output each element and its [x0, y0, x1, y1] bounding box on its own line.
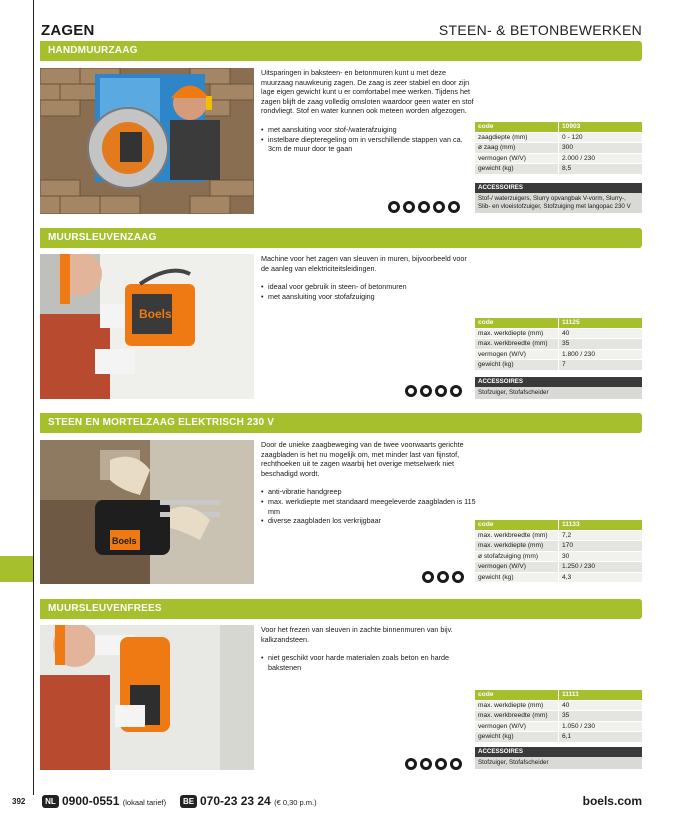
spec-row	[475, 329, 642, 340]
spec-key: max. werkbreedte (mm)	[475, 339, 559, 349]
country-badge-be: BE	[180, 795, 197, 808]
spec-key: max. werkdiepte (mm)	[475, 701, 559, 711]
chapter-tab	[0, 556, 33, 582]
spec-key: gewicht (kg)	[475, 732, 559, 742]
intro-text: Machine voor het zagen van sleuven in muren, bijvoorbeeld voor de aanleg van elektriciteitsleidingen.	[261, 254, 467, 273]
feature-item: • anti-vibratie handgreep	[261, 487, 476, 497]
spec-key: gewicht (kg)	[475, 164, 559, 174]
spec-value: 0 - 120	[559, 133, 642, 143]
spec-key: ø zaag (mm)	[475, 143, 559, 153]
spec-row	[475, 573, 642, 584]
accessories-box	[475, 183, 642, 213]
spec-row	[475, 711, 642, 722]
gloves-icon	[405, 385, 417, 397]
spec-key: vermogen (W/V)	[475, 562, 559, 572]
spec-value: 35	[559, 711, 642, 721]
spec-row	[475, 318, 642, 329]
intro-text: Uitsparingen in baksteen- en betonmuren kunt u met deze muurzaag nauwkeurig zagen. De zaag is zeer stabiel en door zijn lage eigen gewicht kunt u er comfortabel mee werken. Tijdens het zagen blijft de zaag volledig omsloten waardoor geen water en stof rondvliegt. Stof en water kunnen ook meteen worden afgezogen.	[261, 68, 474, 116]
spec-key: zaagdiepte (mm)	[475, 133, 559, 143]
accessories-text: Stofzuiger, Stofafscheider	[475, 387, 642, 399]
spec-row	[475, 701, 642, 712]
spec-row	[475, 360, 642, 371]
spec-row	[475, 164, 642, 175]
feature-list	[261, 282, 476, 301]
spec-key: vermogen (W/V)	[475, 722, 559, 732]
spec-key: vermogen (W/V)	[475, 154, 559, 164]
spec-value: 8,5	[559, 164, 642, 174]
gloves-icon	[388, 201, 400, 213]
feature-list	[261, 125, 476, 154]
product-description	[261, 68, 476, 154]
spec-key: gewicht (kg)	[475, 573, 559, 583]
spec-row	[475, 350, 642, 361]
spec-value: 40	[559, 701, 642, 711]
safety-icons	[405, 758, 462, 770]
spec-row	[475, 520, 642, 531]
phone-nl-number: 0900-0551	[62, 794, 120, 808]
spec-value: 7	[559, 360, 642, 370]
spec-key: max. werkdiepte (mm)	[475, 329, 559, 339]
spec-value: 1.050 / 230	[559, 722, 642, 732]
spec-key: max. werkdiepte (mm)	[475, 541, 559, 551]
accessories-text: Stof-/ waterzuigers, Slurry opvangbak V-vorm, Slurry-, Slib- en vloeistofzuiger, Stofzuiging met langopac 230 V	[475, 193, 642, 213]
accessories-text: Stofzuiger, Stofafscheider	[475, 757, 642, 769]
safety-glasses-icon	[450, 758, 462, 770]
phone-nl[interactable]	[62, 794, 166, 808]
ear-protection-icon	[420, 385, 432, 397]
spec-key: code	[475, 122, 559, 132]
gloves-icon	[422, 571, 434, 583]
ear-protection-icon	[437, 571, 449, 583]
spec-value: 30	[559, 552, 642, 562]
product-description	[261, 440, 476, 526]
spec-row	[475, 154, 642, 165]
spec-value: 1.800 / 230	[559, 350, 642, 360]
spec-value: 11111	[559, 690, 642, 700]
spec-key: ø stofafzuiging (mm)	[475, 552, 559, 562]
spec-row	[475, 339, 642, 350]
safety-glasses-icon	[433, 201, 445, 213]
accessories-title: ACCESSOIRES	[475, 377, 642, 387]
accessories-title: ACCESSOIRES	[475, 183, 642, 193]
spec-row	[475, 722, 642, 733]
feature-item: • instelbare diepteregeling om in verschillende stappen van ca. 3cm de muur door te gaan	[261, 135, 476, 154]
spec-value: 11125	[559, 318, 642, 328]
spec-value: 6,1	[559, 732, 642, 742]
page-footer	[0, 794, 676, 810]
accessories-title: ACCESSOIRES	[475, 747, 642, 757]
spec-table	[475, 318, 642, 371]
ear-protection-icon	[403, 201, 415, 213]
intro-text: Voor het frezen van sleuven in zachte binnenmuren van bijv. kalkzandsteen.	[261, 625, 453, 644]
spec-row	[475, 732, 642, 743]
product-photo	[40, 68, 254, 214]
page-margin-line	[33, 0, 34, 795]
dust-mask-icon	[435, 758, 447, 770]
product-photo	[40, 254, 254, 399]
feature-list	[261, 653, 476, 672]
spec-key: code	[475, 690, 559, 700]
spec-key: code	[475, 520, 559, 530]
spec-value: 170	[559, 541, 642, 551]
gloves-icon	[405, 758, 417, 770]
page-title: ZAGEN	[41, 22, 95, 39]
spec-value: 1.250 / 230	[559, 562, 642, 572]
accessories-box	[475, 747, 642, 769]
safety-glasses-icon	[452, 571, 464, 583]
spec-value: 35	[559, 339, 642, 349]
spec-row	[475, 531, 642, 542]
helmet-icon	[448, 201, 460, 213]
feature-item: • ideaal voor gebruik in steen- of betonmuren	[261, 282, 476, 292]
product-muursleuvenfrees	[40, 599, 642, 779]
phone-be-number: 070-23 23 24	[200, 794, 271, 808]
accessories-box	[475, 377, 642, 399]
product-steen-en-mortelzaag	[40, 413, 642, 591]
safety-glasses-icon	[450, 385, 462, 397]
spec-row	[475, 562, 642, 573]
product-photo	[40, 440, 254, 584]
phone-nl-note: (lokaal tarief)	[122, 798, 167, 807]
country-badge-nl: NL	[42, 795, 59, 808]
ear-protection-icon	[420, 758, 432, 770]
spec-value: 4,3	[559, 573, 642, 583]
section-title: MUURSLEUVENZAAG	[40, 228, 642, 248]
product-description	[261, 625, 476, 672]
spec-value: 10903	[559, 122, 642, 132]
spec-row	[475, 143, 642, 154]
dust-mask-icon	[435, 385, 447, 397]
section-title: STEEN EN MORTELZAAG ELEKTRISCH 230 V	[40, 413, 642, 433]
feature-item: • niet geschikt voor harde materialen zoals beton en harde bakstenen	[261, 653, 476, 672]
spec-value: 40	[559, 329, 642, 339]
safety-icons	[388, 201, 460, 213]
product-handmuurzaag	[40, 41, 642, 217]
safety-icons	[422, 571, 464, 583]
page-number: 392	[12, 797, 26, 806]
feature-list	[261, 487, 476, 525]
spec-row	[475, 552, 642, 563]
product-muursleuvenzaag	[40, 228, 642, 403]
product-description	[261, 254, 476, 301]
spec-value: 2.000 / 230	[559, 154, 642, 164]
spec-value: 11133	[559, 520, 642, 530]
phone-be-note: (€ 0,30 p.m.)	[274, 798, 317, 807]
spec-value: 7,2	[559, 531, 642, 541]
product-photo	[40, 625, 254, 770]
category-title: STEEN- & BETONBEWERKEN	[438, 22, 642, 38]
website-link[interactable]: boels.com	[582, 794, 642, 808]
section-title: HANDMUURZAAG	[40, 41, 642, 61]
spec-table	[475, 520, 642, 583]
spec-value: 300	[559, 143, 642, 153]
safety-icons	[405, 385, 462, 397]
feature-item: • max. werkdiepte met standaard meegeleverde zaagbladen is 115 mm	[261, 497, 476, 516]
intro-text: Door de unieke zaagbeweging van de twee voorwaarts gerichte zaagbladen is het nu mogelijk om, met minder last van fijnstof, rechthoeken uit te zagen waarbij het overige metselwerk niet beschadigd wordt.	[261, 440, 464, 478]
spec-table	[475, 690, 642, 743]
dust-mask-icon	[418, 201, 430, 213]
feature-item: • met aansluiting voor stofafzuiging	[261, 292, 476, 302]
spec-row	[475, 122, 642, 133]
spec-key: max. werkbreedte (mm)	[475, 711, 559, 721]
spec-key: max. werkbreedte (mm)	[475, 531, 559, 541]
brand-label: Boels	[139, 307, 172, 321]
spec-row	[475, 541, 642, 552]
spec-key: vermogen (W/V)	[475, 350, 559, 360]
feature-item: • met aansluiting voor stof-/waterafzuiging	[261, 125, 476, 135]
spec-row	[475, 690, 642, 701]
feature-item: • diverse zaagbladen los verkrijgbaar	[261, 516, 476, 526]
spec-table	[475, 122, 642, 175]
brand-label: Boels	[112, 536, 137, 546]
spec-row	[475, 133, 642, 144]
spec-key: gewicht (kg)	[475, 360, 559, 370]
section-title: MUURSLEUVENFREES	[40, 599, 642, 619]
spec-key: code	[475, 318, 559, 328]
phone-be[interactable]	[200, 794, 317, 808]
